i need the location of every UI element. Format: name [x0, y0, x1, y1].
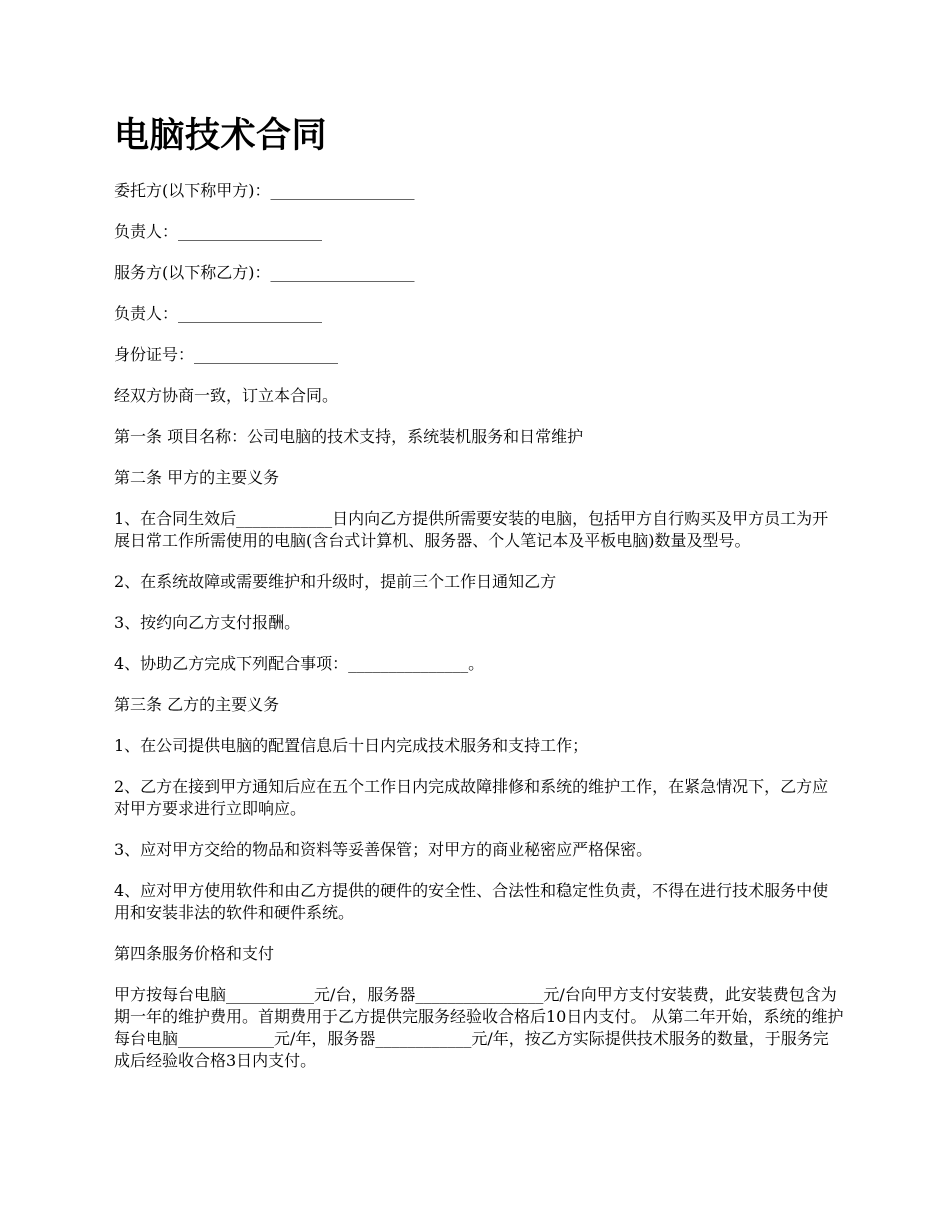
article-4-body: 甲方按每台电脑___________元/台，服务器________________元/台向甲方支付安装费，此安装费包含为期一年的维护费用。首期费用于乙方提供完服务经验收合格后10日内支付。 从第二年开始，系统的维护每台电脑____________元/年，服务器____________元/年，按乙方实际提供技术服务的数量，于服务完成后经验收合格3日内支付。 — [114, 985, 844, 1070]
article-2-clause-4: 4、协助乙方完成下列配合事项：_______________。 — [114, 654, 485, 673]
party-b-representative-line: 负责人：__________________ — [114, 304, 323, 323]
contract-document — [114, 112, 844, 1091]
party-a-representative-line: 负责人：__________________ — [114, 222, 323, 241]
article-3-clause-2: 2、乙方在接到甲方通知后应在五个工作日内完成故障排修和系统的维护工作，在紧急情况下，乙方应对甲方要求进行立即响应。 — [114, 777, 829, 818]
article-3-heading: 第三条 乙方的主要义务 — [114, 695, 280, 714]
article-1-heading: 第一条 项目名称：公司电脑的技术支持，系统装机服务和日常维护 — [114, 427, 584, 446]
party-a-line: 委托方(以下称甲方)：__________________ — [114, 181, 415, 200]
id-number-line: 身份证号：__________________ — [114, 345, 339, 364]
party-b-line: 服务方(以下称乙方)：__________________ — [114, 263, 415, 282]
article-2-heading: 第二条 甲方的主要义务 — [114, 468, 280, 487]
article-4-heading: 第四条服务价格和支付 — [114, 944, 275, 963]
article-3-clause-1: 1、在公司提供电脑的配置信息后十日内完成技术服务和支持工作； — [114, 736, 589, 755]
document-title: 电脑技术合同 — [114, 116, 328, 156]
article-3-clause-3: 3、应对甲方交给的物品和资料等妥善保管；对甲方的商业秘密应严格保密。 — [114, 840, 653, 859]
article-2-clause-2: 2、在系统故障或需要维护和升级时，提前三个工作日通知乙方 — [114, 572, 557, 591]
article-3-clause-4: 4、应对甲方使用软件和由乙方提供的硬件的安全性、合法性和稳定性负责，不得在进行技术服务中使用和安装非法的软件和硬件系统。 — [114, 881, 829, 922]
article-2-clause-1: 1、在合同生效后____________日内向乙方提供所需要安装的电脑，包括甲方自行购买及甲方员工为开展日常工作所需使用的电脑(含台式计算机、服务器、个人笔记本及平板电脑)数量及型号。 — [114, 509, 829, 550]
agreement-statement: 经双方协商一致，订立本合同。 — [114, 386, 339, 405]
article-2-clause-3: 3、按约向乙方支付报酬。 — [114, 613, 301, 632]
